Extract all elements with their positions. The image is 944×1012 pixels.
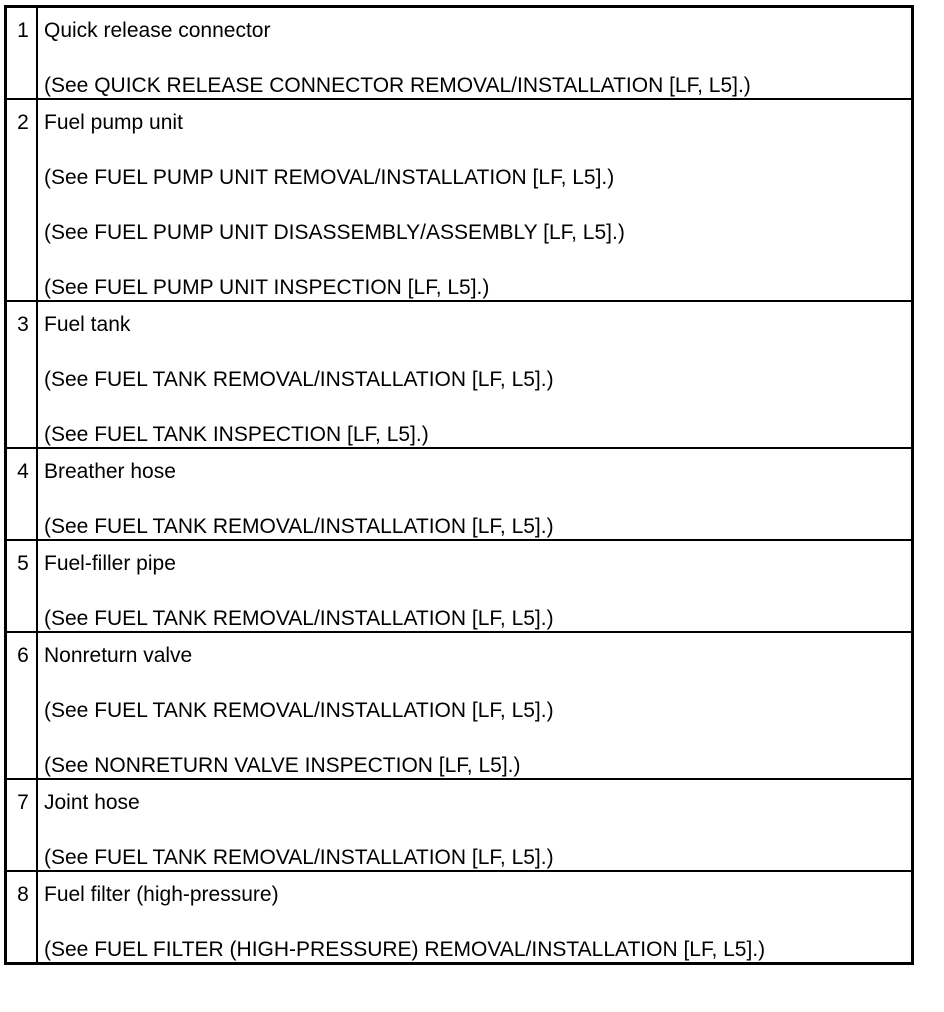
item-title: Fuel-filler pipe [44,552,176,575]
item-content [37,632,913,779]
item-number: 8 [6,871,38,964]
item-title: Fuel pump unit [44,111,183,134]
item-reference: (See FUEL PUMP UNIT DISASSEMBLY/ASSEMBLY [LF, L5].) [44,221,625,244]
item-content [37,540,913,632]
item-content [37,779,913,871]
item-content [37,99,913,301]
item-title: Nonreturn valve [44,644,193,667]
item-number: 4 [6,448,38,540]
item-reference: (See FUEL FILTER (HIGH-PRESSURE) REMOVAL/INSTALLATION [LF, L5].) [44,938,766,961]
item-content [37,871,913,964]
item-number: 5 [6,540,38,632]
table-row [6,632,913,779]
item-title: Joint hose [44,791,140,814]
item-reference: (See FUEL TANK REMOVAL/INSTALLATION [LF, L5].) [44,846,554,869]
item-number: 1 [6,7,38,100]
item-content [37,301,913,448]
item-number: 2 [6,99,38,301]
item-number: 3 [6,301,38,448]
component-reference-table [4,5,914,965]
item-reference: (See FUEL TANK REMOVAL/INSTALLATION [LF, L5].) [44,368,554,391]
table-row [6,7,913,100]
item-content [37,448,913,540]
item-reference: (See FUEL PUMP UNIT REMOVAL/INSTALLATION [LF, L5].) [44,166,615,189]
item-title: Breather hose [44,460,176,483]
item-number: 6 [6,632,38,779]
item-number: 7 [6,779,38,871]
table-row [6,779,913,871]
item-reference: (See FUEL PUMP UNIT INSPECTION [LF, L5].) [44,276,490,299]
item-content [37,7,913,100]
item-reference: (See FUEL TANK REMOVAL/INSTALLATION [LF, L5].) [44,607,554,630]
item-reference: (See FUEL TANK REMOVAL/INSTALLATION [LF, L5].) [44,699,554,722]
table-row [6,301,913,448]
item-reference: (See NONRETURN VALVE INSPECTION [LF, L5].) [44,754,521,777]
item-title: Fuel filter (high-pressure) [44,883,279,906]
table-row [6,448,913,540]
item-reference: (See FUEL TANK REMOVAL/INSTALLATION [LF, L5].) [44,515,554,538]
table-row [6,99,913,301]
item-reference: (See FUEL TANK INSPECTION [LF, L5].) [44,423,429,446]
item-reference: (See QUICK RELEASE CONNECTOR REMOVAL/INSTALLATION [LF, L5].) [44,74,751,97]
item-title: Quick release connector [44,19,271,42]
table-row [6,540,913,632]
table-row [6,871,913,964]
item-title: Fuel tank [44,313,131,336]
